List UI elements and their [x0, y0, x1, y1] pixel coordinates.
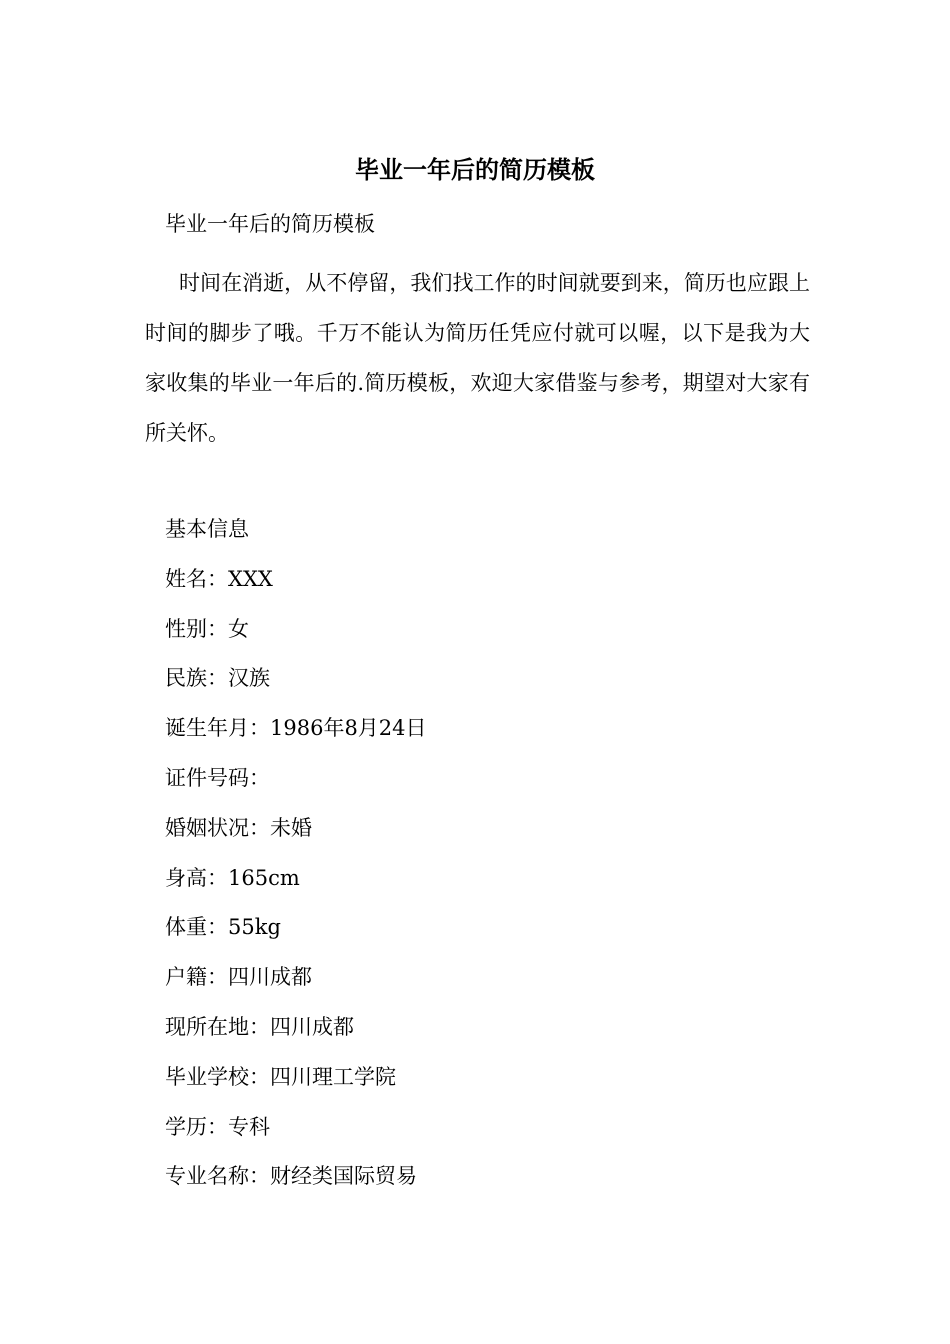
- info-name: 姓名：XXX: [165, 566, 273, 591]
- info-current-location: 现所在地：四川成都: [165, 1014, 354, 1039]
- info-marital-status: 婚姻状况：未婚: [165, 815, 312, 840]
- info-gender: 性别：女: [165, 616, 249, 641]
- basic-info-list: [165, 505, 427, 1202]
- document-title: 毕业一年后的简历模板: [355, 155, 595, 184]
- info-school: 毕业学校：四川理工学院: [165, 1064, 396, 1089]
- info-education: 学历：专科: [165, 1114, 270, 1139]
- info-weight: 体重：55kg: [165, 915, 281, 940]
- info-hukou: 户籍：四川成都: [165, 965, 312, 990]
- info-ethnicity: 民族：汉族: [165, 666, 270, 691]
- info-id-number: 证件号码：: [165, 765, 270, 790]
- basic-info-heading: 基本信息: [165, 517, 249, 541]
- info-major: 专业名称：财经类国际贸易: [165, 1164, 417, 1189]
- info-birth-date: 诞生年月：1986年8月24日: [165, 716, 427, 741]
- info-height: 身高：165cm: [165, 865, 300, 890]
- intro-paragraph: 时间在消逝，从不停留，我们找工作的时间就要到来，简历也应跟上时间的脚步了哦。千万不能认为简历任凭应付就可以喔，以下是我为大家收集的毕业一年后的.简历模板，欢迎大家借鉴与参考，期望对大家有所关怀。: [145, 271, 810, 445]
- document-subtitle: 毕业一年后的简历模板: [165, 212, 375, 236]
